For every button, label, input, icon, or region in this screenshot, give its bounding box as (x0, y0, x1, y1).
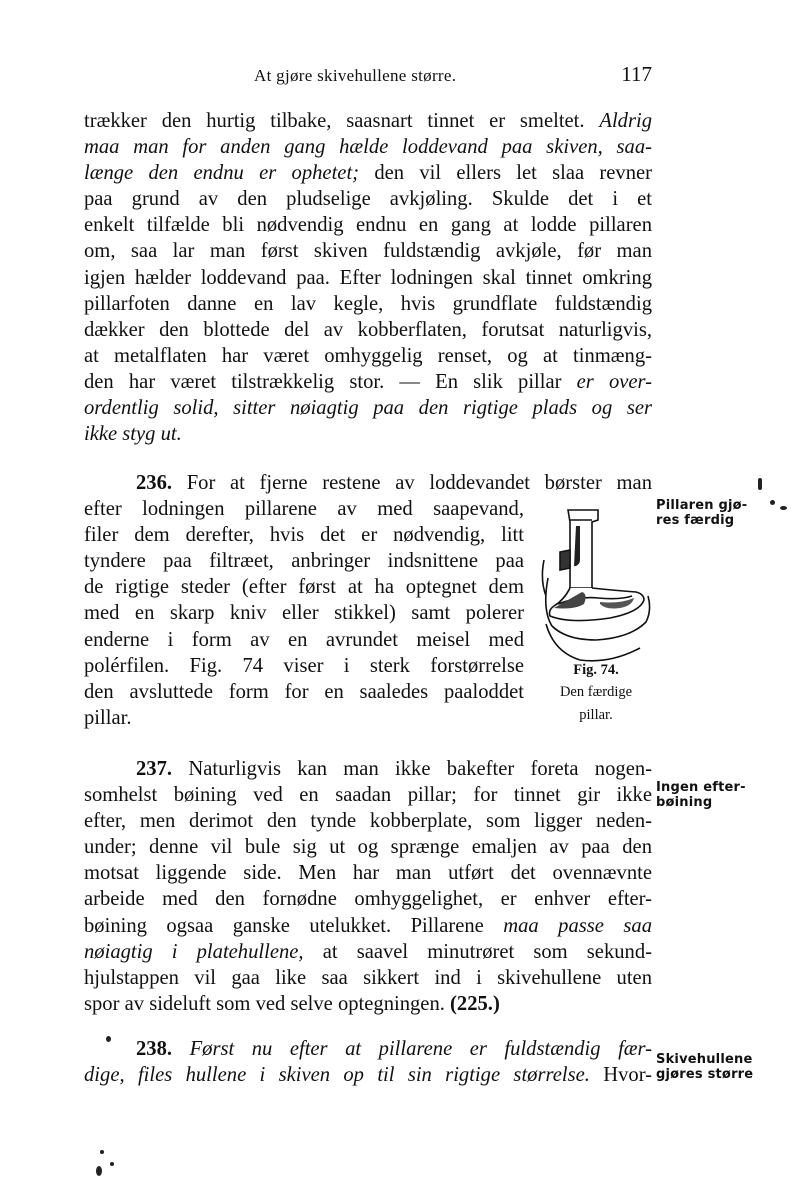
text-line: enkelt tilfælde bli nødvendig endnu en gang at lodde pillaren (84, 214, 652, 237)
text-line: ikke styg ut. (84, 423, 182, 446)
section-238 (84, 1036, 652, 1088)
text-line: efter, men derimot den tynde kobberplate, som ligger neden- (84, 810, 652, 833)
text-line: at metalflaten har været omhyggelig renset, og at tinmæng- (84, 344, 652, 367)
text-line: 237. Naturligvis kan man ikke bakefter foreta nogen- (136, 758, 652, 780)
figure-caption: pillar. (579, 707, 613, 723)
margin-note-236: Pillaren gjø- res færdig (656, 498, 748, 528)
text-line: maa man for anden gang hælde loddevand paa skiven, saa- (84, 136, 652, 159)
margin-note-238: Skivehullene gjøres større (656, 1052, 754, 1082)
paragraph-continued (84, 108, 652, 447)
text-line: dækker den blottede del av kobberflaten, forutsat naturligvis, (84, 318, 652, 341)
ink-speck (110, 1162, 114, 1166)
text-line: under; denne vil bule sig ut og sprænge emaljen av paa den (84, 836, 652, 859)
section-number: 238. (136, 1038, 173, 1060)
text-line: arbeide med den fornødne omhyggelighet, er enhver efter- (84, 888, 652, 911)
text-line: dige, files hullene i skiven op til sin rigtige størrelse. Hvor- (84, 1064, 652, 1087)
ink-speck (770, 500, 775, 505)
pillar-illustration (540, 500, 652, 665)
text-line: de rigtige steder (efter først at ha optegnet dem (84, 576, 524, 599)
text-line: længe den endnu er ophetet; den vil ellers let slaa revner (84, 162, 652, 185)
text-line: 236. For at fjerne restene av loddevandet børster man (136, 472, 652, 494)
text-line: ordentlig solid, sitter nøiagtig paa den rigtige plads og ser (84, 397, 652, 420)
text-line: den har været tilstrækkelig stor. — En slik pillar er over- (84, 370, 652, 393)
text-line: pillarfoten danne en lav kegle, hvis grundflate fuldstændig (84, 292, 652, 315)
text-line: motsat liggende side. Men har man utført det ovennævnte (84, 862, 652, 885)
ink-speck (100, 1150, 104, 1154)
text-line: trækker den hurtig tilbake, saasnart tinnet er smeltet. Aldrig (84, 110, 652, 132)
figure-caption: Den færdige (559, 684, 633, 700)
section-237 (84, 756, 652, 1017)
section-number: 236. (136, 472, 173, 494)
ink-speck (758, 478, 762, 490)
ink-speck (780, 506, 787, 510)
text-line: paa grund av den pludselige avkjøling. Skulde det i et (84, 188, 652, 211)
text-line: 238. Først nu efter at pillarene er fuldstændig fær- (136, 1038, 652, 1060)
ink-speck (96, 1166, 102, 1176)
text-line: filer dem derefter, hvis det er nødvendig, litt (84, 524, 524, 547)
text-line: bøining ogsaa ganske utelukket. Pillarene maa passe saa (84, 914, 652, 937)
figure-label: Fig. 74. (573, 662, 619, 678)
section-number: 237. (136, 758, 173, 780)
text-line: pillar. (84, 706, 132, 729)
text-line: tyndere paa filtræet, anbringer indsnittene paa (84, 550, 524, 573)
text-line: enderne i form av en avrundet meisel med (84, 628, 524, 651)
text-line: hjulstappen vil gaa like saa sikkert ind i skivehullene uten (84, 966, 652, 989)
text-line: den avsluttede form for en saaledes paaloddet (84, 680, 524, 703)
ink-speck (106, 1036, 111, 1042)
margin-note-237: Ingen efter- bøining (656, 780, 746, 810)
text-line: igjen hælder loddevand paa. Efter lodningen skal tinnet omkring (84, 266, 652, 289)
text-line: somhelst bøining ved en saadan pillar; for tinnet gir ikke (84, 784, 652, 807)
running-title: At gjøre skivehullene større. (254, 66, 457, 85)
text-line: efter lodningen pillarene av med saapevand, (84, 498, 524, 521)
page-number: 117 (621, 62, 652, 86)
text-line: nøiagtig i platehullene, at saavel minutrøret som sekund- (84, 940, 652, 963)
text-line: spor av sideluft som ved selve optegningen. (225.) (84, 992, 500, 1015)
text-line: polérfilen. Fig. 74 viser i sterk forstørrelse (84, 654, 524, 677)
text-line: med en skarp kniv eller stikkel) samt polerer (84, 602, 524, 625)
text-line: om, saa lar man først skiven fuldstændig avkjøle, før man (84, 240, 652, 263)
